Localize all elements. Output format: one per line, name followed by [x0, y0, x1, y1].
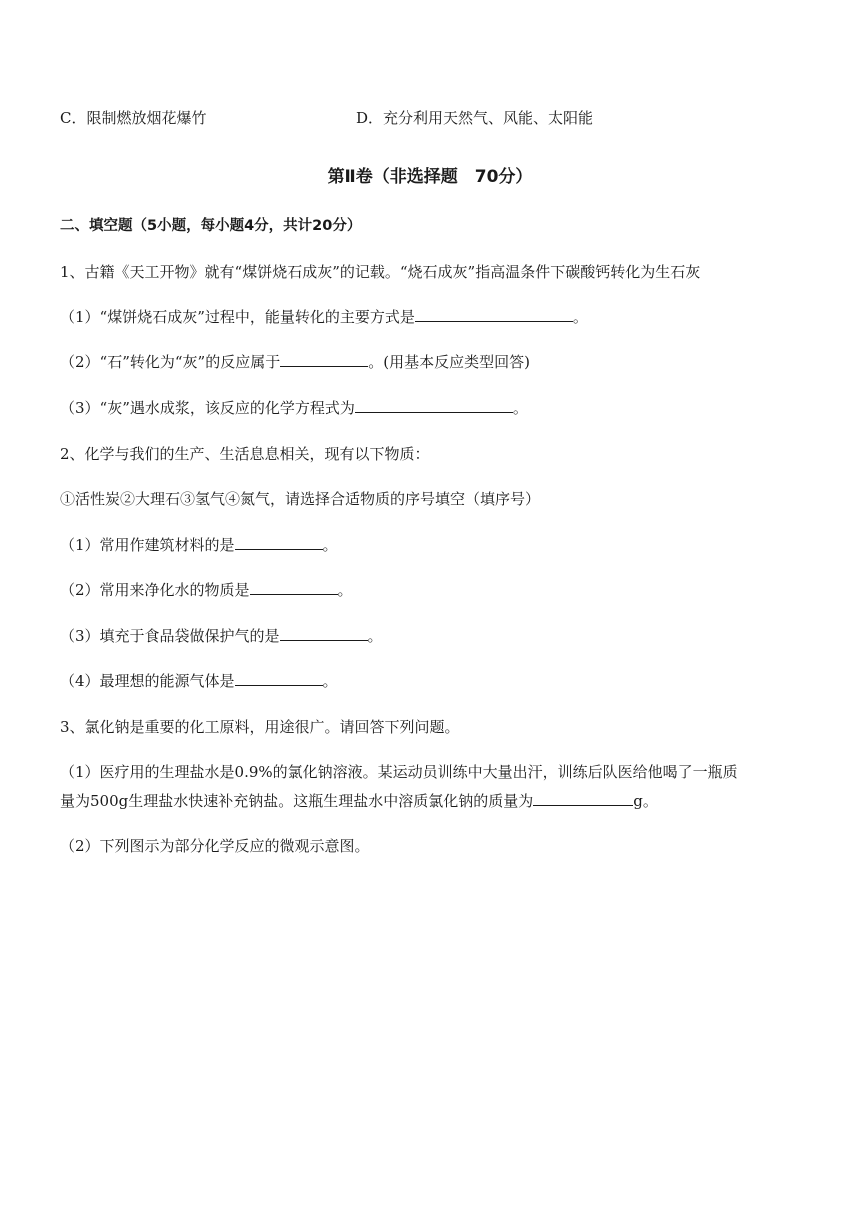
- question-1-sub-1-end: 。: [572, 308, 588, 326]
- answer-blank[interactable]: [355, 398, 513, 413]
- question-2-sub-1-text: （1）常用作建筑材料的是: [60, 536, 235, 554]
- question-1-sub-3: [60, 398, 528, 418]
- question-1-sub-1-text: （1）“煤饼烧石成灰”过程中，能量转化的主要方式是: [60, 308, 415, 326]
- question-2-stem: 2、化学与我们的生产、生活息息相关，现有以下物质：: [60, 445, 430, 463]
- question-1-sub-2-text: （2）“石”转化为“灰”的反应属于: [60, 353, 281, 371]
- question-2-sub-3: [60, 626, 383, 646]
- question-3-stem: 3、氯化钠是重要的化工原料，用途很广。请回答下列问题。: [60, 718, 460, 736]
- answer-blank[interactable]: [280, 626, 368, 641]
- question-2-materials: ①活性炭②大理石③氢气④氮气，请选择合适物质的序号填空（填序号）: [60, 490, 541, 508]
- option-c: C．限制燃放烟花爆竹: [60, 109, 207, 127]
- answer-blank[interactable]: [415, 307, 573, 322]
- option-d: D．充分利用天然气、风能、太阳能: [356, 109, 594, 127]
- question-1-sub-3-end: 。: [512, 399, 528, 417]
- question-2-sub-4: [60, 671, 338, 691]
- question-2-sub-1-end: 。: [322, 536, 338, 554]
- question-2-sub-2-text: （2）常用来净化水的物质是: [60, 581, 250, 599]
- question-1-sub-2-end: 。(用基本反应类型回答): [368, 353, 530, 371]
- question-1-stem: 1、古籍《天工开物》就有“煤饼烧石成灰”的记载。“烧石成灰”指高温条件下碳酸钙转化为生石灰: [60, 263, 701, 281]
- question-3-sub-1-text: 量为500g生理盐水快速补充钠盐。这瓶生理盐水中溶质氯化钠的质量为: [60, 792, 534, 810]
- question-3-sub-1-line-1: （1）医疗用的生理盐水是0.9%的氯化钠溶液。某运动员训练中大量出汗，训练后队医给他喝了一瓶质: [60, 763, 738, 781]
- question-1-sub-2: [60, 352, 530, 372]
- answer-blank[interactable]: [235, 671, 323, 686]
- question-2-sub-1: [60, 535, 338, 555]
- question-2-sub-3-end: 。: [367, 627, 383, 645]
- section-title: 第Ⅱ卷（非选择题 70分）: [327, 167, 533, 187]
- part-two-heading: 二、填空题（5小题，每小题4分，共计20分）: [60, 218, 362, 234]
- question-1-sub-1: [60, 307, 588, 327]
- question-1-sub-3-text: （3）“灰”遇水成浆，该反应的化学方程式为: [60, 399, 355, 417]
- question-2-sub-4-end: 。: [322, 672, 338, 690]
- answer-blank[interactable]: [235, 535, 323, 550]
- answer-blank[interactable]: [533, 791, 633, 806]
- question-3-sub-1-line-2: [60, 791, 658, 811]
- question-3-sub-2: （2）下列图示为部分化学反应的微观示意图。: [60, 837, 370, 855]
- question-2-sub-2: [60, 580, 353, 600]
- question-3-sub-1-end: g。: [633, 792, 658, 810]
- answer-blank[interactable]: [280, 352, 368, 367]
- question-2-sub-4-text: （4）最理想的能源气体是: [60, 672, 235, 690]
- question-2-sub-2-end: 。: [337, 581, 353, 599]
- answer-blank[interactable]: [250, 580, 338, 595]
- question-2-sub-3-text: （3）填充于食品袋做保护气的是: [60, 627, 280, 645]
